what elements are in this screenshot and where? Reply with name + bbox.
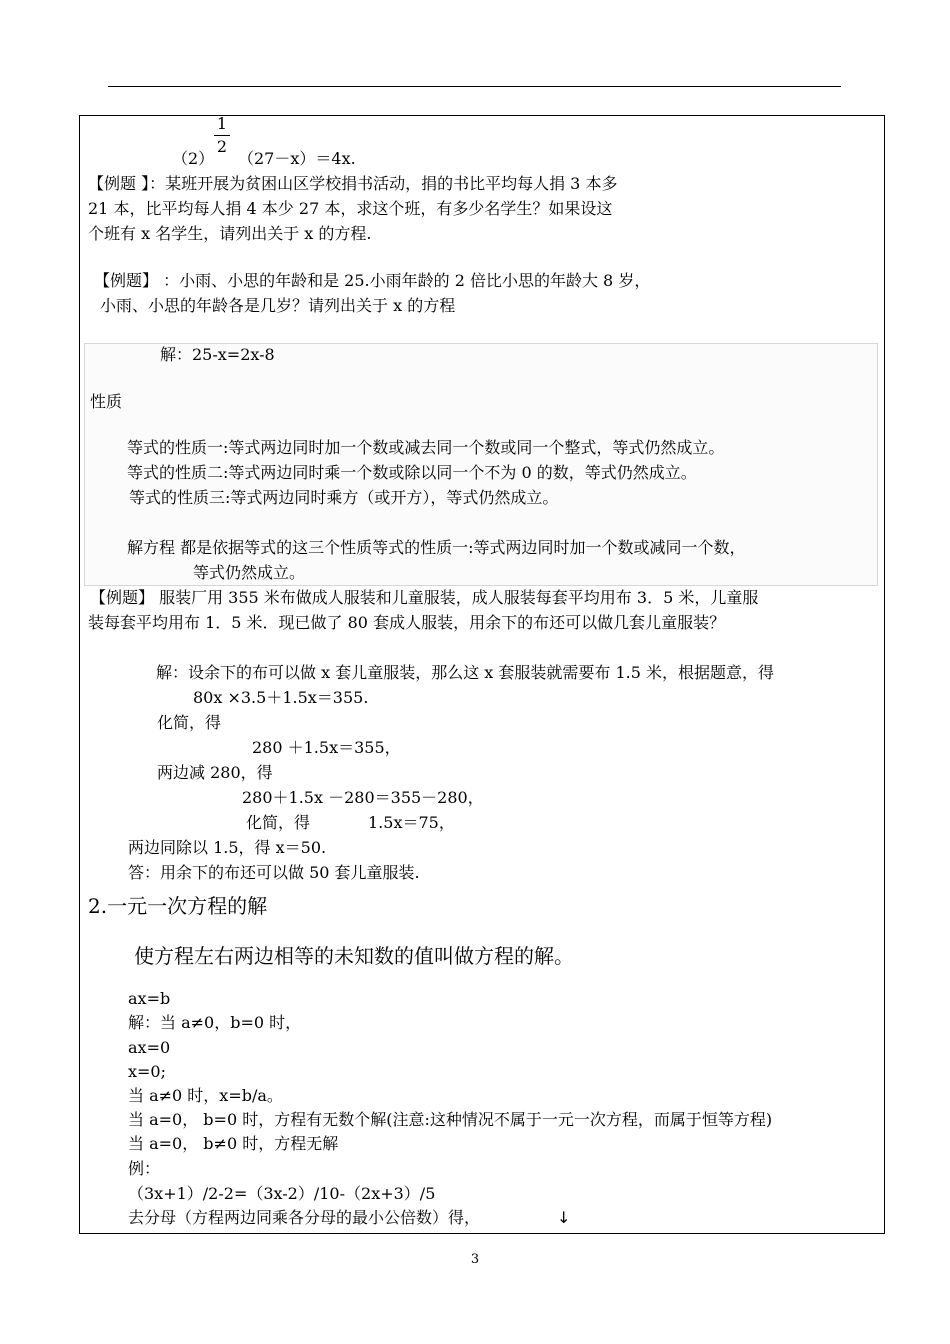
general-line3: ax=0	[128, 1038, 171, 1057]
property-two: 等式的性质二:等式两边同时乘一个数或除以同一个不为 0 的数，等式仍然成立。	[127, 463, 697, 482]
example1-line1: 【例题 】：某班开展为贫困山区学校捐书活动，捐的书比平均每人捐 3 本多	[88, 174, 618, 193]
example3-line1: 【例题】 服装厂用 355 米布做成人服装和儿童服装，成人服装每套平均用布 3．5 米，儿童服	[90, 588, 759, 607]
solution3-line7b: 1.5x＝75，	[368, 813, 455, 832]
solution3-line8: 两边同除以 1.5，得 x＝50.	[128, 838, 327, 857]
general-line2: 解：当 a≠0，b=0 时，	[128, 1013, 302, 1032]
fraction-numerator: 1	[216, 114, 228, 133]
solve-note-line1: 解方程 都是依据等式的这三个性质等式的性质一:等式两边同时加一个数或减同一个数，	[127, 538, 746, 557]
property-three: 等式的性质三:等式两边同时乘方（或开方），等式仍然成立。	[129, 488, 559, 507]
solution3-answer: 答：用余下的布还可以做 50 套儿童服装.	[128, 863, 420, 882]
general-line6: 当 a=0， b=0 时，方程有无数个解(注意:这种情况不属于一元一次方程，而属于恒等方程)	[128, 1110, 773, 1129]
solution3-line4: 280 ＋1.5x＝355，	[252, 738, 401, 757]
header-rule	[108, 86, 841, 87]
properties-title: 性质	[90, 392, 123, 411]
section2-definition: 使方程左右两边相等的未知数的值叫做方程的解。	[134, 944, 574, 968]
page-number: 3	[470, 1252, 480, 1267]
property-one: 等式的性质一:等式两边同时加一个数或减去同一个数或同一个整式，等式仍然成立。	[127, 438, 725, 457]
solution3-line5: 两边减 280，得	[157, 763, 273, 782]
section2-title: 2.一元一次方程的解	[88, 894, 268, 918]
example1-line3: 个班有 x 名学生，请列出关于 x 的方程.	[88, 224, 372, 243]
solution3-line7a: 化简，得	[246, 813, 311, 832]
general-line9: （3x+1）/2-2=（3x-2）/10-（2x+3）/5	[128, 1184, 436, 1203]
solution3-line2: 80x ×3.5＋1.5x＝355.	[193, 688, 369, 707]
eq2-prefix: （2）	[172, 149, 215, 168]
eq2-fraction	[214, 116, 230, 155]
general-line5: 当 a≠0 时，x=b/a。	[128, 1086, 283, 1105]
solution3-line3: 化简，得	[157, 713, 222, 732]
eq2-suffix: （27－x）＝4x.	[238, 149, 356, 168]
solve-note-line2: 等式仍然成立。	[193, 563, 306, 582]
solution3-line1: 解：设余下的布可以做 x 套儿童服装，那么这 x 套服装就需要布 1.5 米，根据题意，得	[156, 663, 775, 682]
down-arrow-icon: ↓	[557, 1208, 571, 1227]
fraction-denominator: 2	[216, 137, 228, 156]
general-line1: ax=b	[128, 989, 171, 1008]
fraction-bar	[214, 135, 230, 136]
general-line8: 例：	[128, 1159, 161, 1178]
solution2: 解：25-x=2x-8	[160, 345, 275, 364]
example2-line2: 小雨、小思的年龄各是几岁？请列出关于 x 的方程	[100, 296, 456, 315]
example2-line1: 【例题】 ：小雨、小思的年龄和是 25.小雨年龄的 2 倍比小思的年龄大 8 岁，	[94, 271, 651, 290]
example3-line2: 装每套平均用布 1．5 米．现已做了 80 套成人服装，用余下的布还可以做几套儿童服装？	[88, 613, 726, 632]
general-line7: 当 a=0， b≠0 时，方程无解	[128, 1134, 339, 1153]
general-line4: x=0;	[128, 1062, 166, 1081]
general-line10: 去分母（方程两边同乘各分母的最小公倍数）得，	[128, 1208, 481, 1227]
example1-line2: 21 本，比平均每人捐 4 本少 27 本，求这个班，有多少名学生？如果设这	[88, 199, 613, 218]
solution3-line6: 280＋1.5x －280＝355－280，	[242, 788, 484, 807]
